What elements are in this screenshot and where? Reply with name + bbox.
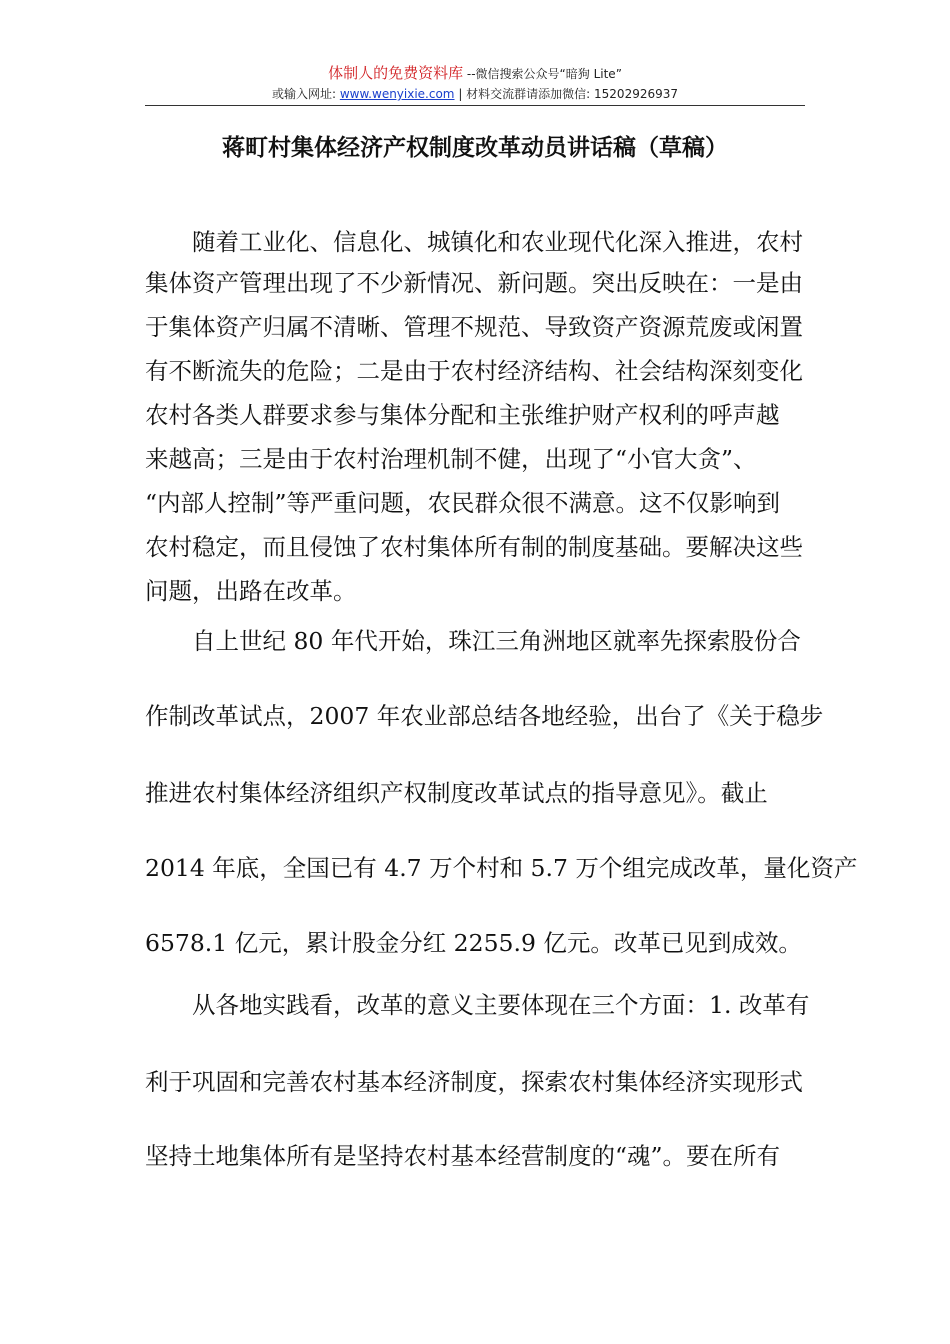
body-line: 集体资产管理出现了不少新情况、新问题。突出反映在：一是由 xyxy=(145,269,803,297)
header-tagline: --微信搜索公众号“暗狗 Lite” xyxy=(463,67,622,81)
header-line-2 xyxy=(145,85,805,103)
body-line: 来越高；三是由于农村治理机制不健，出现了“小官大贪”、 xyxy=(145,445,757,473)
body-line: 推进农村集体经济组织产权制度改革试点的指导意见》。截止 xyxy=(145,779,768,807)
body-line: 随着工业化、信息化、城镇化和农业现代化深入推进，农村 xyxy=(192,228,803,256)
body-line: “内部人控制”等严重问题，农民群众很不满意。这不仅影响到 xyxy=(145,489,781,517)
header-divider xyxy=(145,105,805,106)
body-line: 作制改革试点，2007 年农业部总结各地经验，出台了《关于稳步 xyxy=(145,702,824,730)
body-line: 2014 年底，全国已有 4.7 万个村和 5.7 万个组完成改革，量化资产 xyxy=(145,854,858,882)
document-title: 蒋町村集体经济产权制度改革动员讲话稿（草稿） xyxy=(222,134,728,161)
body-line: 农村各类人群要求参与集体分配和主张维护财产权利的呼声越 xyxy=(145,401,780,429)
body-line: 问题，出路在改革。 xyxy=(145,577,357,605)
website-link[interactable]: www.wenyixie.com xyxy=(339,87,455,101)
page-header xyxy=(145,62,805,103)
body-line: 农村稳定，而且侵蚀了农村集体所有制的制度基础。要解决这些 xyxy=(145,533,803,561)
body-line: 6578.1 亿元，累计股金分红 2255.9 亿元。改革已见到成效。 xyxy=(145,929,802,957)
body-line: 有不断流失的危险；二是由于农村经济结构、社会结构深刻变化 xyxy=(145,357,803,385)
brand-name: 体制人的免费资料库 xyxy=(328,64,464,82)
body-line: 坚持土地集体所有是坚持农村基本经营制度的“魂”。要在所有 xyxy=(145,1142,781,1170)
body-line: 自上世纪 80 年代开始，珠江三角洲地区就率先探索股份合 xyxy=(192,627,801,655)
body-line: 从各地实践看，改革的意义主要体现在三个方面：1. 改革有 xyxy=(192,991,810,1019)
header-line-1 xyxy=(145,62,805,85)
contact-info: | 材料交流群请添加微信: 15202926937 xyxy=(454,87,679,101)
url-prefix: 或输入网址: xyxy=(271,87,340,101)
body-line: 利于巩固和完善农村基本经济制度，探索农村集体经济实现形式 xyxy=(145,1068,803,1096)
body-line: 于集体资产归属不清晰、管理不规范、导致资产资源荒废或闲置 xyxy=(145,313,803,341)
